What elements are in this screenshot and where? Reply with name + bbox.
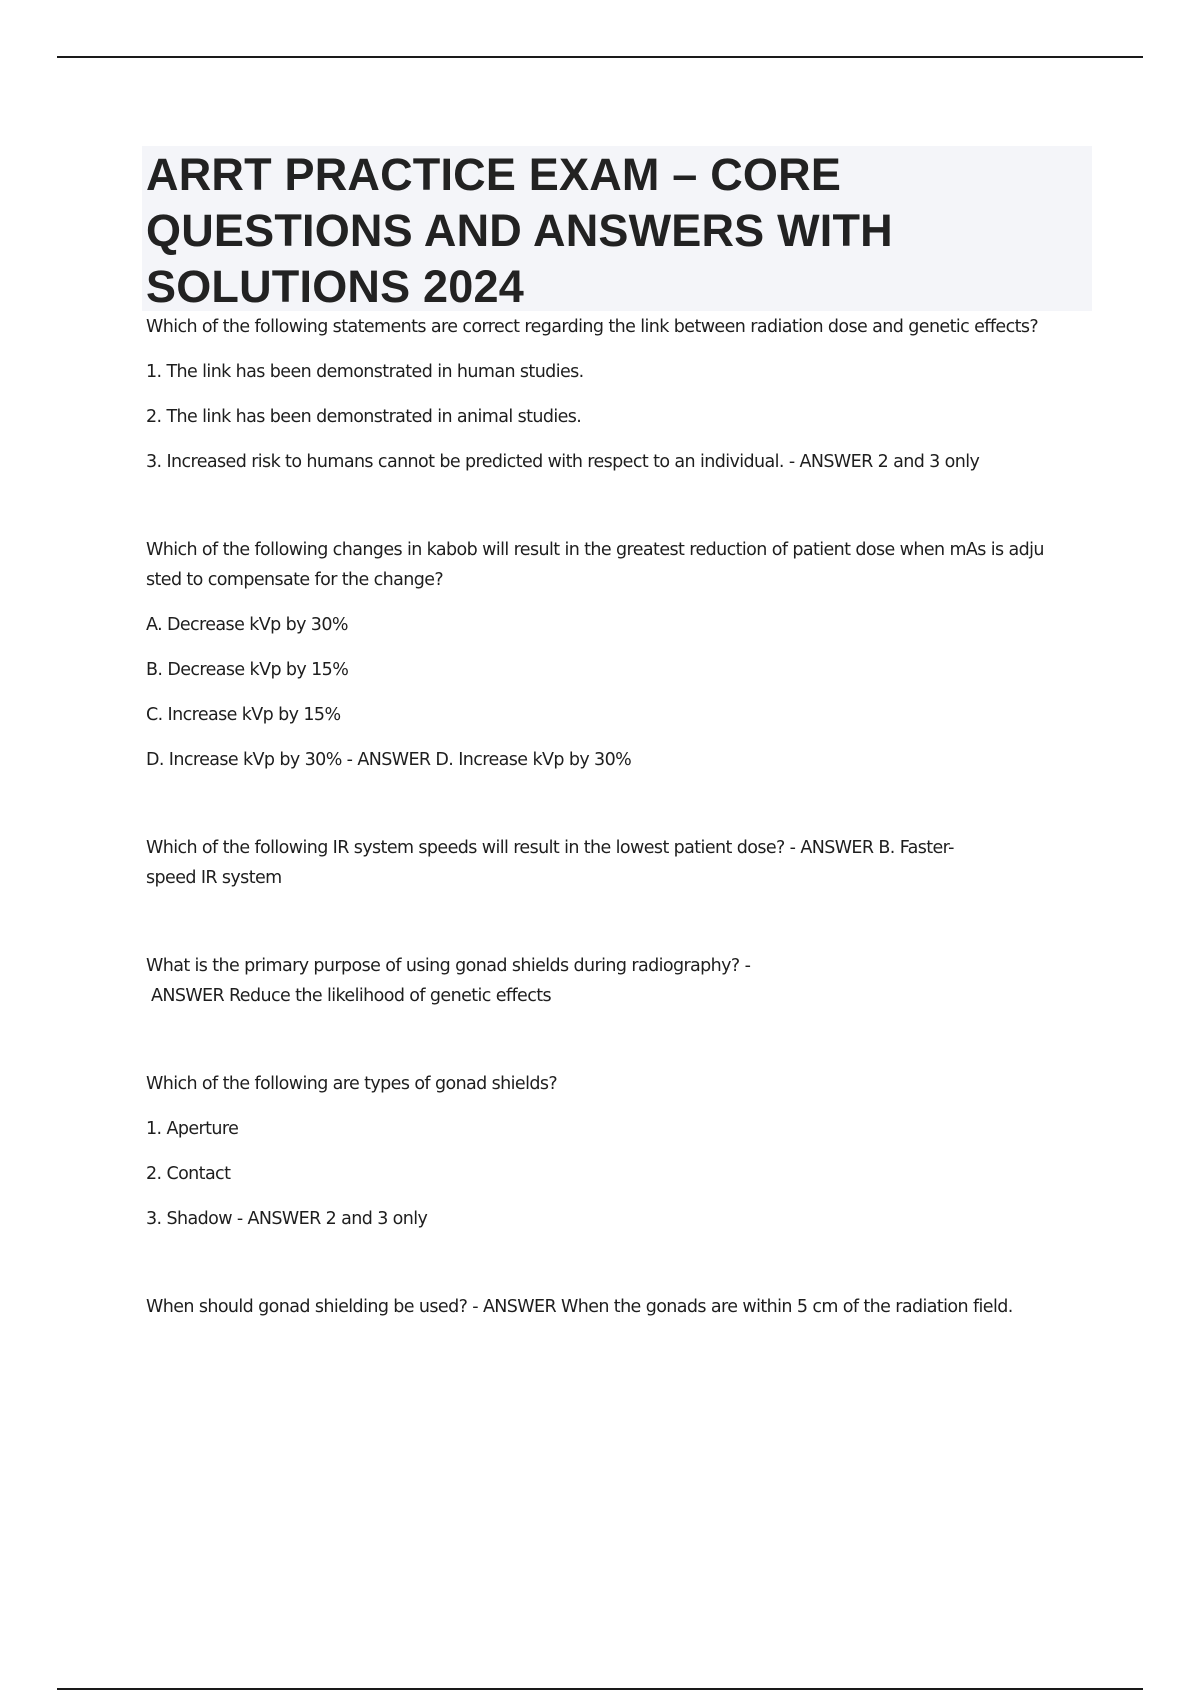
option-item-with-answer: 3. Increased risk to humans cannot be predicted with respect to an individual. - ANSWER 2 and 3 only: [146, 452, 980, 472]
qa-item-kvp-change: [146, 535, 1091, 775]
option-item-with-answer: D. Increase kVp by 30% - ANSWER D. Increase kVp by 30%: [146, 750, 632, 770]
option-item: C. Increase kVp by 15%: [146, 705, 341, 725]
option-item: A. Decrease kVp by 30%: [146, 615, 348, 635]
qa-item-genetic-effects: [146, 312, 1091, 477]
answer-text-continued: speed IR system: [146, 868, 282, 888]
qa-item-gonad-shield-usage: [146, 1292, 1091, 1322]
option-item: B. Decrease kVp by 15%: [146, 660, 349, 680]
question-text: Which of the following statements are correct regarding the link between radiation dose and genetic effects?: [146, 317, 1039, 337]
qa-item-gonad-shield-purpose: [146, 951, 1091, 1011]
question-text-continued: sted to compensate for the change?: [146, 570, 444, 590]
question-text: What is the primary purpose of using gonad shields during radiography? -: [146, 956, 751, 976]
option-item: 2. The link has been demonstrated in animal studies.: [146, 407, 582, 427]
question-text: Which of the following changes in kabob will result in the greatest reduction of patient dose when mAs is adju: [146, 540, 1044, 560]
option-item-with-answer: 3. Shadow - ANSWER 2 and 3 only: [146, 1209, 428, 1229]
option-item: 1. Aperture: [146, 1119, 239, 1139]
option-item: 2. Contact: [146, 1164, 231, 1184]
bottom-rule: [57, 1688, 1143, 1690]
question-answer-text: Which of the following IR system speeds will result in the lowest patient dose? - ANSWER B. Faster-: [146, 838, 954, 858]
document-title: ARRT PRACTICE EXAM – CORE QUESTIONS AND ANSWERS WITH SOLUTIONS 2024: [146, 149, 893, 312]
document-body: [146, 312, 1091, 1322]
top-rule: [57, 56, 1143, 58]
option-item: 1. The link has been demonstrated in human studies.: [146, 362, 584, 382]
question-answer-text: When should gonad shielding be used? - ANSWER When the gonads are within 5 cm of the radiation field.: [146, 1297, 1013, 1317]
qa-item-ir-speed: [146, 833, 1091, 893]
qa-item-gonad-shield-types: [146, 1069, 1091, 1234]
answer-text: ANSWER Reduce the likelihood of genetic effects: [146, 986, 552, 1006]
question-text: Which of the following are types of gonad shields?: [146, 1074, 558, 1094]
